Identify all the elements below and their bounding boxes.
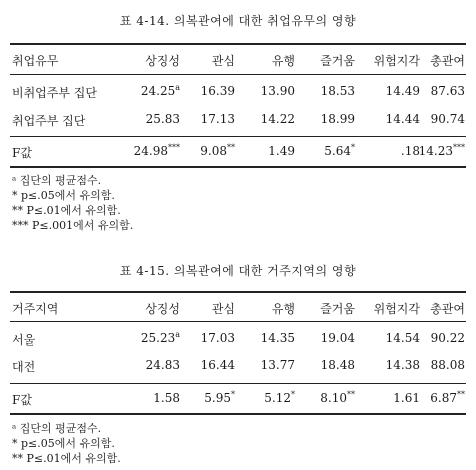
table-cell: 14.38 xyxy=(385,358,420,372)
row-label: 비취업주부 집단 xyxy=(12,86,97,100)
header-cell: 취업유무 xyxy=(12,54,59,68)
table-f-row xyxy=(10,144,466,162)
table-footnote: ᵃ 집단의 평균점수. xyxy=(12,174,102,187)
table-header-row xyxy=(10,52,466,70)
table-cell: 16.39 xyxy=(200,84,235,98)
row-label: 대전 xyxy=(12,360,36,374)
table-cell: 14.22 xyxy=(260,112,295,126)
header-cell: 관심 xyxy=(211,302,235,316)
table-footnote: * p≤.05에서 유의함. xyxy=(12,189,115,202)
table-cell: 24.83 xyxy=(145,358,180,372)
table-cell: 5.95* xyxy=(204,390,235,405)
header-cell: 상징성 xyxy=(145,302,180,316)
table-cell: 24.98*** xyxy=(133,143,180,158)
table-caption: 표 4-15. 의복관여에 대한 거주지역의 영향 xyxy=(119,264,357,278)
header-cell: 총관여 xyxy=(430,302,465,316)
table-top-rule xyxy=(10,43,466,45)
table-row xyxy=(10,84,466,102)
table-cell: 19.04 xyxy=(320,331,355,345)
header-cell: 즐거움 xyxy=(320,302,355,316)
table-cell: 25.23$^a$ xyxy=(140,330,180,345)
table-header-row xyxy=(10,300,466,318)
table-bottom-rule xyxy=(10,166,466,168)
table-footnote: *** P≤.001에서 유의함. xyxy=(12,219,134,232)
table-cell: 88.08 xyxy=(430,358,465,372)
header-cell: 위험지각 xyxy=(373,302,420,316)
table-cell: 1.49 xyxy=(268,144,295,158)
table-caption: 표 4-14. 의복관여에 대한 취업유무의 영향 xyxy=(119,14,357,28)
table-body-rule xyxy=(10,383,466,384)
row-label: 서울 xyxy=(12,333,36,347)
table-cell: 16.44 xyxy=(200,358,235,372)
table-cell: 17.13 xyxy=(200,112,235,126)
header-cell: 유행 xyxy=(271,54,295,68)
table-body-rule xyxy=(10,136,466,137)
table-cell: 5.12* xyxy=(264,390,295,405)
row-label: F값 xyxy=(12,393,32,407)
table-cell: 25.83 xyxy=(145,112,180,126)
table-header-rule xyxy=(10,321,466,322)
table-header-rule xyxy=(10,74,466,75)
table-cell: 13.77 xyxy=(260,358,295,372)
header-cell: 즐거움 xyxy=(320,54,355,68)
table-cell: 14.23*** xyxy=(418,143,465,158)
table-cell: 14.49 xyxy=(385,84,420,98)
header-cell: 관심 xyxy=(211,54,235,68)
table-cell: 87.63 xyxy=(430,84,465,98)
table-cell: 1.61 xyxy=(393,391,420,405)
table-row xyxy=(10,331,466,349)
header-cell: 거주지역 xyxy=(12,302,59,316)
table-cell: 14.54 xyxy=(385,331,420,345)
table-cell: 8.10** xyxy=(320,390,355,405)
header-cell: 상징성 xyxy=(145,54,180,68)
table-cell: .18 xyxy=(400,144,420,158)
header-cell: 유행 xyxy=(271,302,295,316)
table-cell: 17.03 xyxy=(200,331,235,345)
table-cell: 14.44 xyxy=(385,112,420,126)
table-footnote: ** P≤.01에서 유의함. xyxy=(12,204,121,217)
header-cell: 위험지각 xyxy=(373,54,420,68)
header-cell: 총관여 xyxy=(430,54,465,68)
table-cell: 9.08** xyxy=(200,143,235,158)
table-cell: 18.99 xyxy=(320,112,355,126)
table-cell: 90.74 xyxy=(430,112,465,126)
table-bottom-rule xyxy=(10,413,466,415)
table-cell: 18.48 xyxy=(320,358,355,372)
table-cell: 5.64* xyxy=(324,143,355,158)
table-cell: 24.25$^a$ xyxy=(140,83,180,98)
table-cell: 13.90 xyxy=(260,84,295,98)
table-cell: 18.53 xyxy=(320,84,355,98)
table-footnote: ᵃ 집단의 평균점수. xyxy=(12,422,102,435)
table-cell: 90.22 xyxy=(430,331,465,345)
table-cell: 1.58 xyxy=(153,391,180,405)
table-cell: 14.35 xyxy=(260,331,295,345)
row-label: 취업주부 집단 xyxy=(12,114,86,128)
table-footnote: ** P≤.01에서 유의함. xyxy=(12,452,121,465)
table-row xyxy=(10,358,466,376)
table-top-rule xyxy=(10,291,466,293)
row-label: F값 xyxy=(12,146,32,160)
table-footnote: * p≤.05에서 유의함. xyxy=(12,437,115,450)
table-f-row xyxy=(10,391,466,409)
table-cell: 6.87** xyxy=(430,390,465,405)
table-row xyxy=(10,112,466,130)
